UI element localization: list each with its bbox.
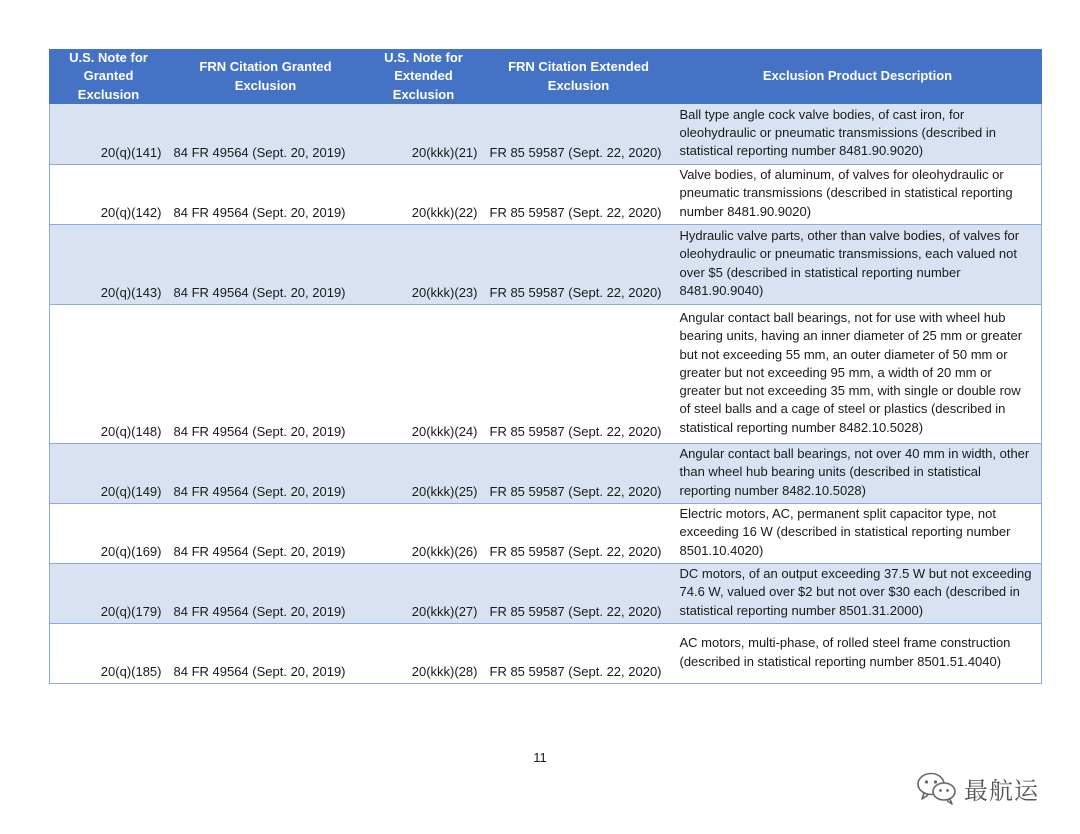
- granted-note-cell: 20(q)(185): [50, 623, 168, 683]
- granted-frn-cell: 84 FR 49564 (Sept. 20, 2019): [168, 623, 364, 683]
- extended-frn-cell: FR 85 59587 (Sept. 22, 2020): [484, 224, 674, 304]
- description-cell: Ball type angle cock valve bodies, of cast iron, for oleohydraulic or pneumatic transmissions (described in statistical reporting number 8481.90.9020): [674, 104, 1042, 164]
- extended-note-cell: 20(kkk)(22): [364, 164, 484, 224]
- extended-note-cell: 20(kkk)(21): [364, 104, 484, 164]
- table-row: [50, 224, 1042, 304]
- description-cell: Valve bodies, of aluminum, of valves for oleohydraulic or pneumatic transmissions (described in statistical reporting number 8481.90.9020): [674, 164, 1042, 224]
- description-cell: AC motors, multi-phase, of rolled steel frame construction (described in statistical reporting number 8501.51.4040): [674, 623, 1042, 683]
- table-row: [50, 164, 1042, 224]
- extended-frn-cell: FR 85 59587 (Sept. 22, 2020): [484, 304, 674, 443]
- extended-note-cell: 20(kkk)(26): [364, 503, 484, 563]
- granted-frn-cell: 84 FR 49564 (Sept. 20, 2019): [168, 104, 364, 164]
- table-row: [50, 304, 1042, 443]
- description-cell: Angular contact ball bearings, not for use with wheel hub bearing units, having an inner diameter of 25 mm or greater but not exceeding 55 mm, an outer diameter of 50 mm or greater but not exceeding 95 mm, a width of 20 mm or greater but not exceeding 35 mm, with single or double row of steel balls and a cage of steel or plastics (described in statistical reporting number 8482.10.5028): [674, 304, 1042, 443]
- extended-note-cell: 20(kkk)(28): [364, 623, 484, 683]
- extended-note-cell: 20(kkk)(23): [364, 224, 484, 304]
- header-extended-note: U.S. Note for Extended Exclusion: [364, 49, 484, 104]
- granted-note-cell: 20(q)(142): [50, 164, 168, 224]
- exclusions-table: [49, 49, 1042, 684]
- table-row: [50, 563, 1042, 623]
- granted-frn-cell: 84 FR 49564 (Sept. 20, 2019): [168, 443, 364, 503]
- description-cell: Hydraulic valve parts, other than valve bodies, of valves for oleohydraulic or pneumatic transmissions, each valued not over $5 (described in statistical reporting number 8481.90.9040): [674, 224, 1042, 304]
- granted-frn-cell: 84 FR 49564 (Sept. 20, 2019): [168, 563, 364, 623]
- extended-frn-cell: FR 85 59587 (Sept. 22, 2020): [484, 443, 674, 503]
- extended-frn-cell: FR 85 59587 (Sept. 22, 2020): [484, 623, 674, 683]
- granted-note-cell: 20(q)(148): [50, 304, 168, 443]
- granted-frn-cell: 84 FR 49564 (Sept. 20, 2019): [168, 304, 364, 443]
- page-number: 11: [533, 750, 547, 765]
- extended-frn-cell: FR 85 59587 (Sept. 22, 2020): [484, 563, 674, 623]
- extended-frn-cell: FR 85 59587 (Sept. 22, 2020): [484, 503, 674, 563]
- table-row: [50, 503, 1042, 563]
- granted-note-cell: 20(q)(143): [50, 224, 168, 304]
- extended-note-cell: 20(kkk)(25): [364, 443, 484, 503]
- header-granted-frn: FRN Citation Granted Exclusion: [168, 49, 364, 104]
- table-row: [50, 443, 1042, 503]
- wechat-icon: [916, 770, 958, 806]
- granted-frn-cell: 84 FR 49564 (Sept. 20, 2019): [168, 503, 364, 563]
- table-row: [50, 623, 1042, 683]
- granted-frn-cell: 84 FR 49564 (Sept. 20, 2019): [168, 164, 364, 224]
- table-header-row: [50, 49, 1042, 104]
- granted-note-cell: 20(q)(169): [50, 503, 168, 563]
- granted-frn-cell: 84 FR 49564 (Sept. 20, 2019): [168, 224, 364, 304]
- extended-frn-cell: FR 85 59587 (Sept. 22, 2020): [484, 104, 674, 164]
- description-cell: Angular contact ball bearings, not over 40 mm in width, other than wheel hub bearing units (described in statistical reporting number 8482.10.5028): [674, 443, 1042, 503]
- granted-note-cell: 20(q)(149): [50, 443, 168, 503]
- description-cell: DC motors, of an output exceeding 37.5 W but not exceeding 74.6 W, valued over $2 but not over $30 each (described in statistical reporting number 8501.31.2000): [674, 563, 1042, 623]
- extended-note-cell: 20(kkk)(27): [364, 563, 484, 623]
- granted-note-cell: 20(q)(141): [50, 104, 168, 164]
- extended-note-cell: 20(kkk)(24): [364, 304, 484, 443]
- extended-frn-cell: FR 85 59587 (Sept. 22, 2020): [484, 164, 674, 224]
- table-row: [50, 104, 1042, 164]
- watermark-text: 最航运: [964, 776, 1039, 805]
- granted-note-cell: 20(q)(179): [50, 563, 168, 623]
- description-cell: Electric motors, AC, permanent split capacitor type, not exceeding 16 W (described in statistical reporting number 8501.10.4020): [674, 503, 1042, 563]
- watermark: [916, 770, 1039, 806]
- header-extended-frn: FRN Citation Extended Exclusion: [484, 49, 674, 104]
- header-granted-note: U.S. Note for Granted Exclusion: [50, 49, 168, 104]
- header-description: Exclusion Product Description: [674, 49, 1042, 104]
